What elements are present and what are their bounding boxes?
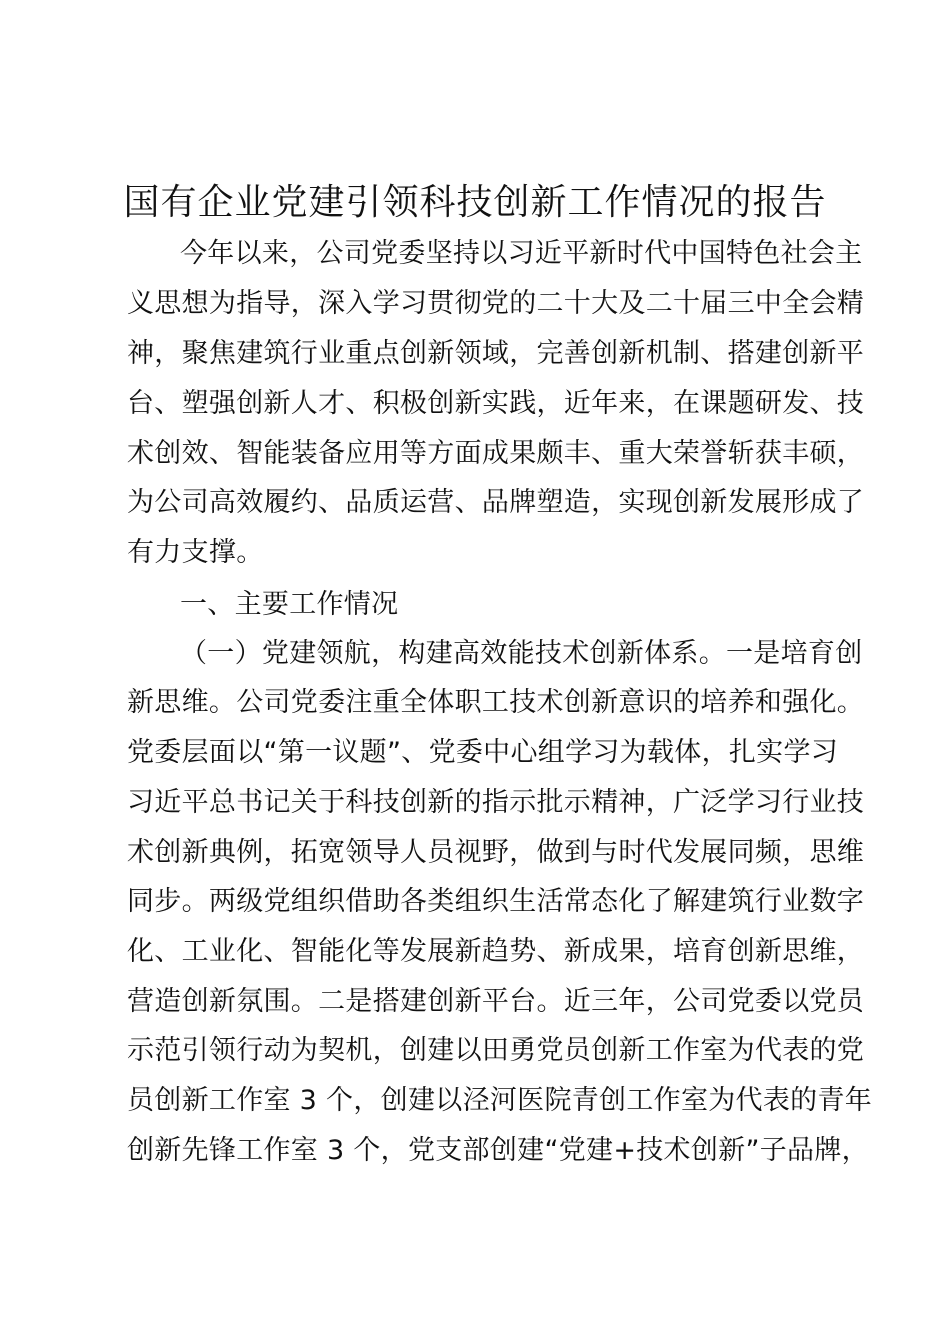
paragraph-line: 台、塑强创新人才、积极创新实践，近年来，在课题研发、技 [127, 388, 865, 419]
paragraph-line: 有力支撑。 [127, 537, 264, 568]
paragraph-line: 术创新典例，拓宽领导人员视野，做到与时代发展同频，思维 [127, 837, 865, 868]
paragraph-line: 创新先锋工作室 3 个，党支部创建“党建+技术创新”子品牌， [127, 1135, 869, 1166]
paragraph-line: （一）党建领航，构建高效能技术创新体系。一是培育创 [180, 638, 863, 669]
paragraph-line: 新思维。公司党委注重全体职工技术创新意识的培养和强化。 [127, 687, 865, 718]
paragraph-line: 神，聚焦建筑行业重点创新领域，完善创新机制、搭建创新平 [127, 338, 865, 369]
paragraph-line: 党委层面以“第一议题”、党委中心组学习为载体，扎实学习 [127, 737, 839, 768]
paragraph-line: 同步。两级党组织借助各类组织生活常态化了解建筑行业数字 [127, 886, 865, 917]
document-title: 国有企业党建引领科技创新工作情况的报告 [123, 182, 827, 223]
section-heading: 一、主要工作情况 [180, 589, 399, 620]
paragraph-line: 营造创新氛围。二是搭建创新平台。近三年，公司党委以党员 [127, 986, 865, 1017]
paragraph-line: 为公司高效履约、品质运营、品牌塑造，实现创新发展形成了 [127, 487, 865, 518]
paragraph-line: 员创新工作室 3 个，创建以泾河医院青创工作室为代表的青年 [127, 1085, 873, 1116]
paragraph-line: 义思想为指导，深入学习贯彻党的二十大及二十届三中全会精 [127, 288, 865, 319]
paragraph-line: 术创效、智能装备应用等方面成果颇丰、重大荣誉斩获丰硕， [127, 438, 865, 469]
paragraph-line: 习近平总书记关于科技创新的指示批示精神，广泛学习行业技 [127, 787, 865, 818]
paragraph-line: 示范引领行动为契机，创建以田勇党员创新工作室为代表的党 [127, 1035, 865, 1066]
paragraph-line: 今年以来，公司党委坚持以习近平新时代中国特色社会主 [180, 238, 863, 269]
paragraph-line: 化、工业化、智能化等发展新趋势、新成果，培育创新思维， [127, 936, 865, 967]
